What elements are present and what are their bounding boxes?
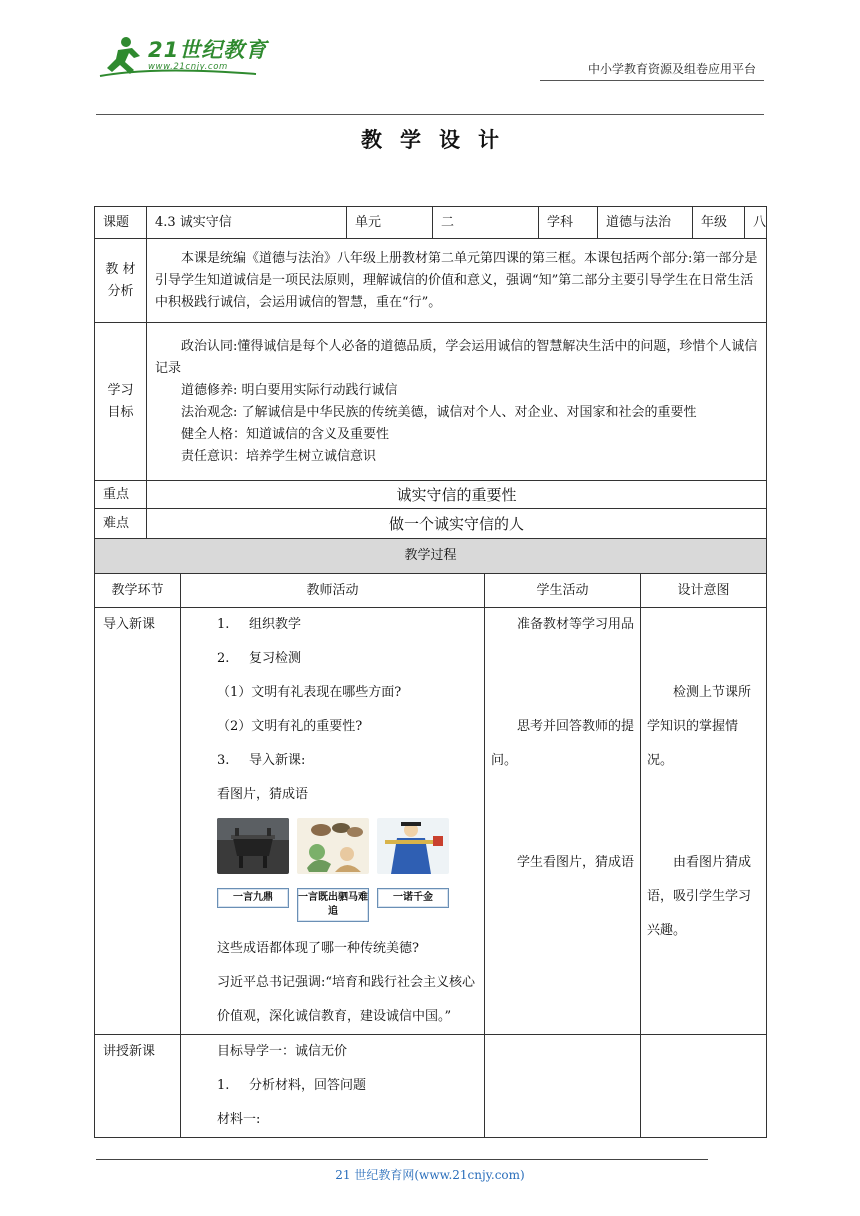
student-activity: 准备教材等学习用品 <box>517 617 635 632</box>
column-header: 学生活动 <box>485 574 641 608</box>
step-text: 组织教学 <box>249 617 302 632</box>
header-rule-short <box>540 80 764 81</box>
process-columns-row <box>95 574 767 608</box>
goal-item: 法治观念: 了解诚信是中华民族的传统美德，诚信对个人、对企业、对国家和社会的重要性 <box>181 404 697 420</box>
student-activity: 思考并回答教师的提问。 <box>491 719 635 768</box>
difficulty-label: 难点 <box>95 509 147 539</box>
goal-item: 责任意识：培养学生树立诚信意识 <box>181 448 377 464</box>
virtue-question: 这些成语都体现了哪一种传统美德? <box>217 941 419 956</box>
step-number: 1. <box>217 617 230 632</box>
process-title: 教学过程 <box>95 539 767 574</box>
column-header: 设计意图 <box>641 574 767 608</box>
intro-row <box>95 608 767 1035</box>
step-number: 1. <box>217 1078 230 1093</box>
look-instruction: 看图片，猜成语 <box>217 787 309 802</box>
step-number: 2. <box>217 651 230 666</box>
design-intent: 检测上节课所学知识的掌握情况。 <box>647 685 752 768</box>
lesson-plan-table <box>94 206 767 1138</box>
header-rule <box>96 114 764 115</box>
course-value: 4.3 诚实守信 <box>147 207 347 239</box>
analysis-text: 本课是统编《道德与法治》八年级上册教材第二单元第四课的第三框。本课包括两个部分:第一部分是引导学生知道诚信是一项民法原则，理解诚信的价值和意义，强调“知”第二部分主要引导学生在日常生活中积极践行诚信，会运用诚信的智慧，重在“行”。 <box>155 250 758 310</box>
idiom-card <box>297 818 369 922</box>
footer-link[interactable]: 21 世纪教育网(www.21cnjy.com) <box>335 1168 525 1182</box>
goal-guide: 目标导学一：诚信无价 <box>217 1044 348 1059</box>
unit-label: 单元 <box>347 207 433 239</box>
key-point-label: 重点 <box>95 481 147 509</box>
key-point-row <box>95 481 767 509</box>
goals-label: 学习 目标 <box>95 323 147 481</box>
design-intent-empty <box>641 1035 767 1138</box>
step-text: 复习检测 <box>249 651 302 666</box>
ding-cauldron-image <box>217 818 289 874</box>
goal-item: 政治认同:懂得诚信是每个人必备的道德品质，学会运用诚信的智慧解决生活中的问题，珍惜个人诚信记录 <box>155 338 758 376</box>
idiom-pictures <box>217 818 476 922</box>
idiom-label: 一言既出驷马难追 <box>297 888 369 922</box>
goal-item: 健全人格：知道诚信的含义及重要性 <box>181 426 390 442</box>
key-point-value: 诚实守信的重要性 <box>147 481 767 509</box>
difficulty-value: 做一个诚实守信的人 <box>147 509 767 539</box>
material-label: 材料一: <box>217 1112 261 1127</box>
grade-label: 年级 <box>693 207 745 238</box>
step-text: 导入新课: <box>249 753 306 768</box>
student-activity: 学生看图片，猜成语 <box>517 855 635 870</box>
info-row <box>95 207 767 239</box>
goal-item: 道德修养: 明白要用实际行动践行诚信 <box>181 382 398 398</box>
subject-value: 道德与法治 <box>597 207 692 238</box>
analysis-label: 教 材 分析 <box>95 239 147 323</box>
review-question: （1）文明有礼表现在哪些方面? <box>217 685 402 700</box>
student-activity-empty <box>485 1035 641 1138</box>
logo-url: www.21cnjy.com <box>148 62 228 72</box>
official-figure-image <box>377 818 449 874</box>
idiom-label: 一诺千金 <box>377 888 449 908</box>
quote-text: 习近平总书记强调:“培育和践行社会主义核心价值观，深化诚信教育，建设诚信中国。” <box>217 975 476 1024</box>
step-number: 3. <box>217 753 230 768</box>
column-header: 教师活动 <box>181 574 485 608</box>
platform-name: 中小学教育资源及组卷应用平台 <box>587 62 756 76</box>
review-question: （2）文明有礼的重要性? <box>217 719 363 734</box>
process-header-row <box>95 539 767 574</box>
design-intent: 由看图片猜成语，吸引学生学习兴趣。 <box>647 855 752 938</box>
footer-rule <box>96 1159 708 1160</box>
logo-text: 21世纪教育 <box>148 38 268 62</box>
column-header: 教学环节 <box>95 574 181 608</box>
unit-value: 二 <box>433 207 539 239</box>
grade-value: 八 <box>753 214 767 230</box>
page-title: 教学设计 <box>361 127 517 152</box>
step-text: 分析材料，回答问题 <box>249 1078 367 1093</box>
horses-image <box>297 818 369 874</box>
course-label: 课题 <box>95 207 147 239</box>
new-lesson-stage: 讲授新课 <box>95 1035 181 1138</box>
idiom-card <box>217 818 289 922</box>
new-lesson-row <box>95 1035 767 1138</box>
goals-row <box>95 323 767 481</box>
idiom-label: 一言九鼎 <box>217 888 289 908</box>
analysis-row <box>95 239 767 323</box>
subject-label-text: 学科 <box>547 214 574 230</box>
idiom-card <box>377 818 449 922</box>
intro-stage: 导入新课 <box>95 608 181 1035</box>
difficulty-row <box>95 509 767 539</box>
